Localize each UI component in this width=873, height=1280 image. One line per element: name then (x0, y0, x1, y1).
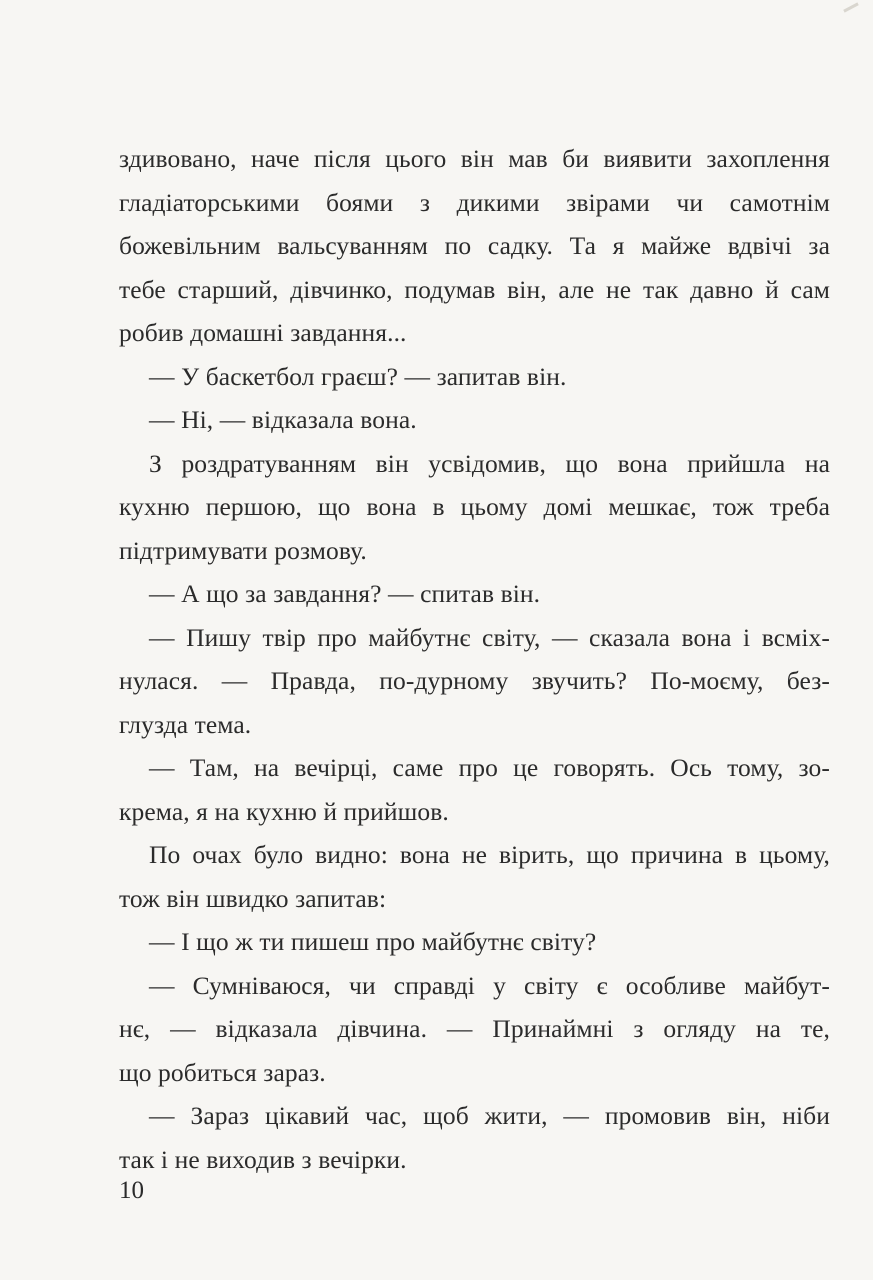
text-line: — І що ж ти пишеш про майбутнє світу? (149, 927, 597, 956)
text-line: нулася. — Правда, по-дурному звучить? По-моєму, без- (119, 666, 830, 695)
text-line: божевільним вальсуванням по садку. Та я майже вдвічі за (119, 231, 830, 260)
text-line: — Пишу твір про майбутнє світу, — сказала вона і всміх- (149, 622, 830, 652)
text-line: підтримувати розмову. (119, 535, 367, 565)
page-number: 10 (119, 1177, 144, 1204)
text-line: крема, я на кухню й прийшов. (119, 796, 449, 826)
text-line: — Ні, — відказала вона. (149, 405, 417, 434)
text-line: тебе старший, дівчинко, подумав він, але не так давно й сам (119, 274, 830, 304)
text-line: — У баскетбол граєш? — запитав він. (149, 361, 567, 391)
text-line: глузда тема. (119, 709, 252, 739)
text-line: — Там, на вечірці, саме про це говорять. Ось тому, зо- (149, 753, 830, 782)
text-line: нє, — відказала дівчина. — Принаймні з огляду на те, (119, 1014, 830, 1043)
scan-mark (843, 2, 859, 12)
text-line: тож він швидко запитав: (119, 883, 387, 913)
text-line: — Сумніваюся, чи справді у світу є особливе майбут- (149, 970, 830, 1000)
text-line: кухню першою, що вона в цьому домі мешкає, тож треба (119, 492, 830, 521)
text-line: здивовано, наче після цього він мав би виявити захоплення (119, 144, 830, 173)
text-line: так і не виходив з вечірки. (119, 1144, 407, 1174)
text-line: — Зараз цікавий час, щоб жити, — промовив він, ніби (149, 1101, 830, 1130)
body-text (119, 137, 830, 1181)
text-line: З роздратуванням він усвідомив, що вона прийшла на (149, 448, 830, 478)
text-line: — А що за завдання? — спитав він. (149, 579, 541, 608)
text-line: робив домашні завдання... (119, 318, 407, 347)
text-line: По очах було видно: вона не вірить, що причина в цьому, (149, 840, 830, 869)
text-line: гладіаторськими боями з дикими звірами чи самотнім (119, 187, 830, 217)
text-line: що робиться зараз. (119, 1057, 326, 1087)
